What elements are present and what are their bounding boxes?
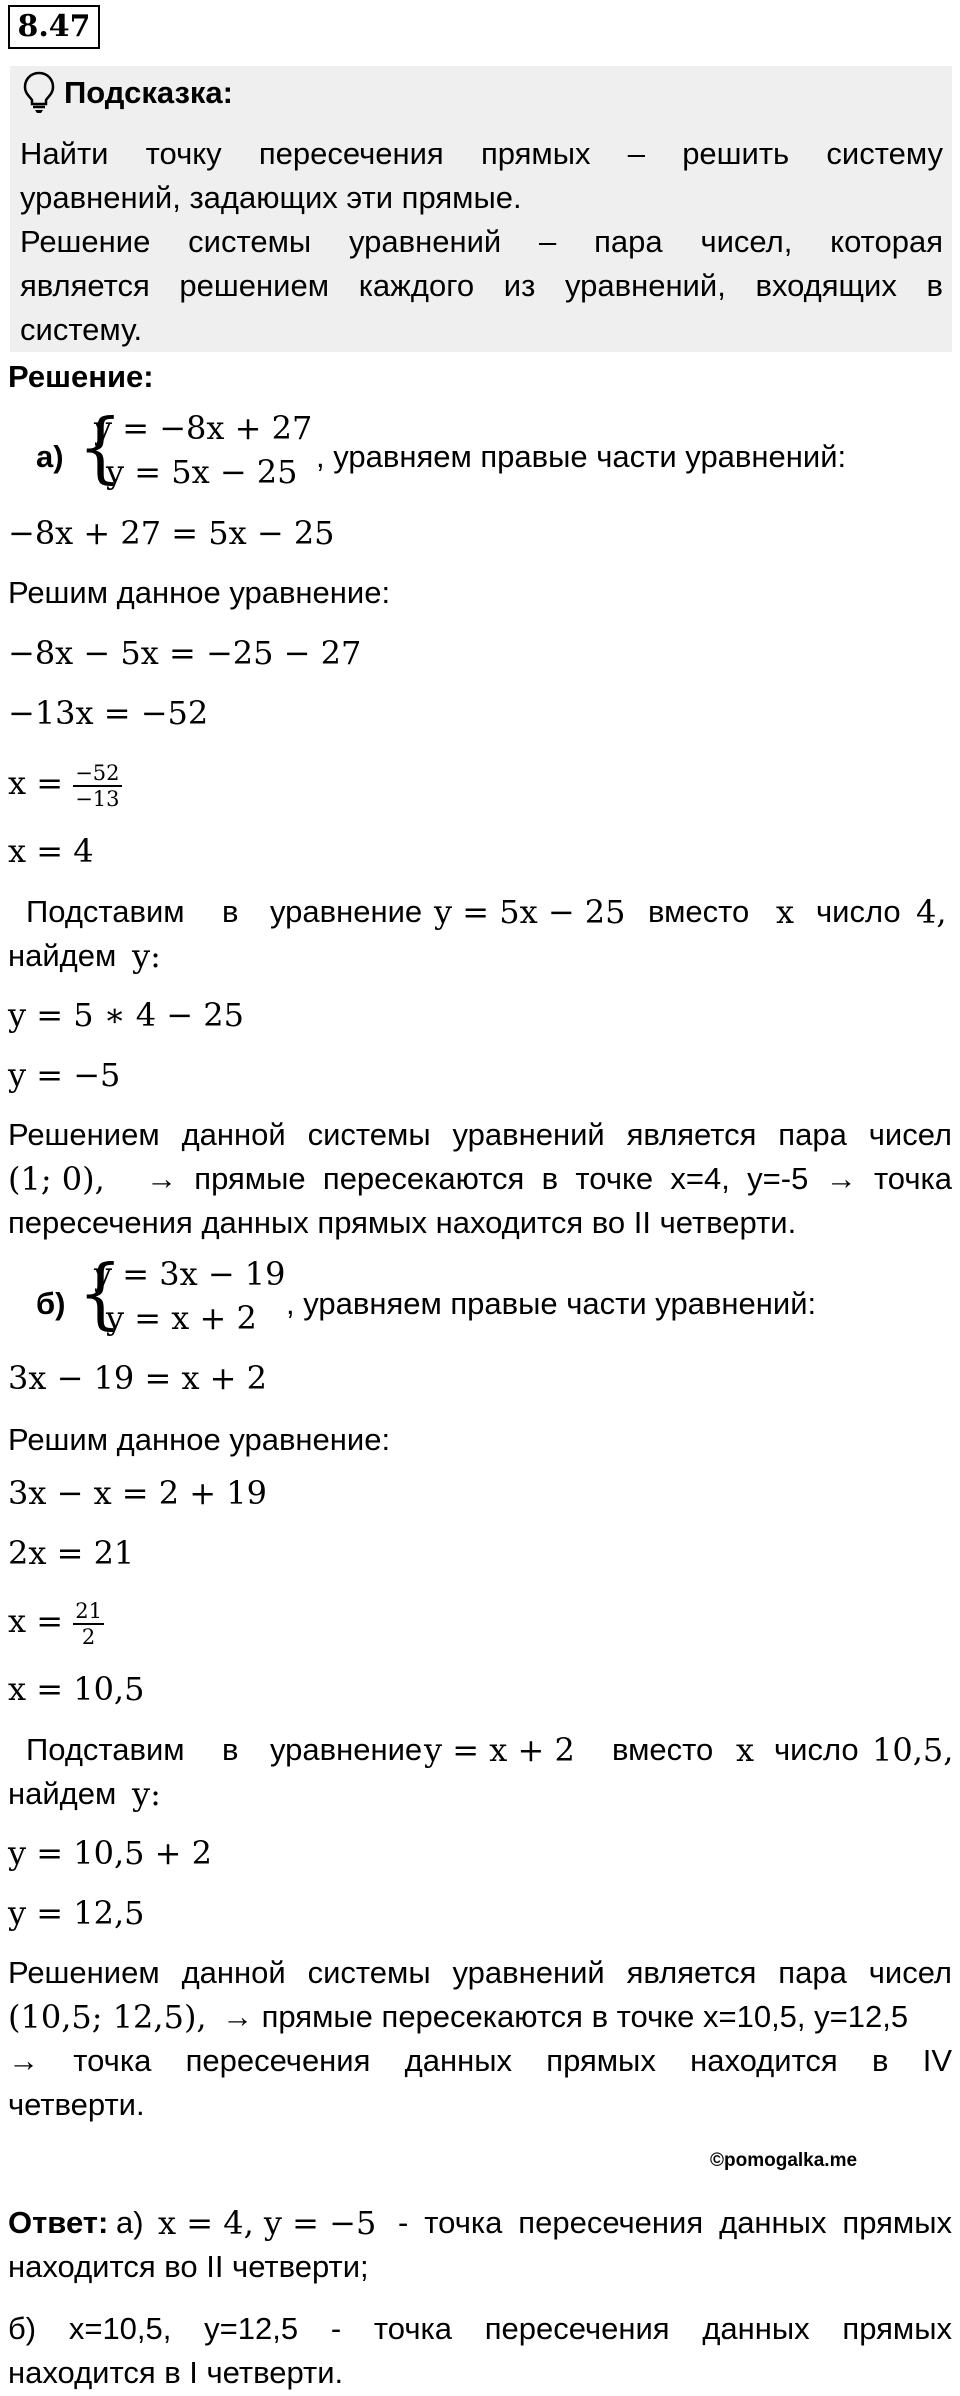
fraction-numerator: 21 [75,1598,102,1623]
inline-math: (10,5; 12,5), [8,1998,207,2036]
equation-line: y = −5 [8,1056,121,1094]
answer-b-line: б) x=10,5, y=12,5 - точка пересечения данных прямых [8,2311,952,2346]
lightbulb-icon [22,70,56,114]
equation-line: x = 4 [8,832,94,870]
equation-line: y = 5 ∗ 4 − 25 [8,996,244,1034]
equation-line: −8x − 5x = −25 − 27 [8,634,362,672]
hint-line: Решение системы уравнений – пара чисел, которая [20,224,943,259]
system-brace: { [78,1247,123,1339]
fraction-equation [8,1598,104,1649]
text-word: вместо [648,894,750,929]
text-word: уравнение [270,1732,423,1767]
text-word: Подставим [26,1732,185,1767]
hint-line: Найти точку пересечения прямых – решить систему [20,136,943,171]
inline-math: y = x + 2 [424,1731,575,1769]
inline-math: y = 5x − 25 [434,893,626,931]
inline-math: 10,5, [872,1731,954,1769]
answer-label: Ответ: [8,2205,109,2240]
answer-b-line: находится в I четверти. [8,2355,344,2390]
text-line: Решим данное уравнение: [8,575,391,610]
conclusion-line: → прямые пересекаются в точке x=4, y=-5 → точка [146,1161,952,1196]
answer-a-text: - точка пересечения данных прямых [398,2205,952,2240]
inline-math: y: [132,937,161,975]
fraction-denominator: 2 [81,1624,96,1649]
fraction-lhs: x = [8,1602,64,1640]
system-equation: y = −8x + 27 [94,409,313,447]
copyright-label: ©pomogalka.me [710,2150,858,2171]
fraction [73,1599,104,1649]
fraction-numerator: −52 [75,760,120,785]
hint-line: уравнений, задающих эти прямые. [20,180,522,215]
inline-math: y: [132,1775,161,1813]
fraction-equation [8,760,122,811]
equation-line: −13x = −52 [8,694,209,732]
system-equation: y = x + 2 [106,1299,257,1337]
conclusion-line: → точка пересечения данных прямых находится в IV [8,2043,952,2078]
text-word: в [222,1732,239,1767]
text-line: Решим данное уравнение: [8,1422,391,1457]
system-equation: y = 5x − 25 [106,453,298,491]
conclusion-line: Решением данной системы уравнений является пара чисел [8,1955,952,1990]
text-word: уравнение [270,894,423,929]
conclusion-line: пересечения данных прямых находится во II четверти. [8,1205,797,1240]
equation-line: −8x + 27 = 5x − 25 [8,514,335,552]
fraction-denominator: −13 [75,786,120,811]
text-word: найдем [8,938,117,973]
conclusion-line: Решением данной системы уравнений является пара чисел [8,1117,952,1152]
solution-title: Решение: [8,359,154,394]
equation-line: y = 10,5 + 2 [8,1834,212,1872]
hint-line: систему. [20,312,143,347]
conclusion-line: → прямые пересекаются в точке x=10,5, y=12,5 [222,1999,909,2034]
system-equation: y = 3x − 19 [94,1255,286,1293]
system-comment: , уравняем правые части уравнений: [286,1286,817,1321]
part-a-label: а) [36,439,64,474]
equation-line: x = 10,5 [8,1670,145,1708]
inline-math: x [736,1731,755,1769]
equation-line: 3x − x = 2 + 19 [8,1474,267,1512]
problem-number: 8.47 [8,5,100,49]
equation-line: 3x − 19 = x + 2 [8,1359,267,1397]
hint-line: является решением каждого из уравнений, входящих в [20,268,943,303]
fraction [73,761,121,811]
part-b-label: б) [36,1286,66,1321]
inline-math: (1; 0), [8,1160,105,1198]
text-word: найдем [8,1776,117,1811]
answer-a-math: x = 4, y = −5 [158,2204,377,2242]
system-brace: { [78,401,123,493]
equation-line: y = 12,5 [8,1894,145,1932]
inline-math: 4, [916,893,947,931]
answer-a-line2: находится во II четверти; [8,2249,369,2284]
text-word: число [774,1732,859,1767]
text-word: вместо [612,1732,714,1767]
fraction-lhs: x = [8,764,64,802]
equation-line: 2x = 21 [8,1534,135,1572]
system-comment: , уравняем правые части уравнений: [316,439,847,474]
inline-math: x [776,893,795,931]
hint-title: Подсказка: [64,75,233,110]
text-word: число [816,894,901,929]
text-word: в [222,894,239,929]
conclusion-line: четверти. [8,2087,145,2122]
text-word: Подставим [26,894,185,929]
answer-a-prefix: а) [116,2205,144,2240]
